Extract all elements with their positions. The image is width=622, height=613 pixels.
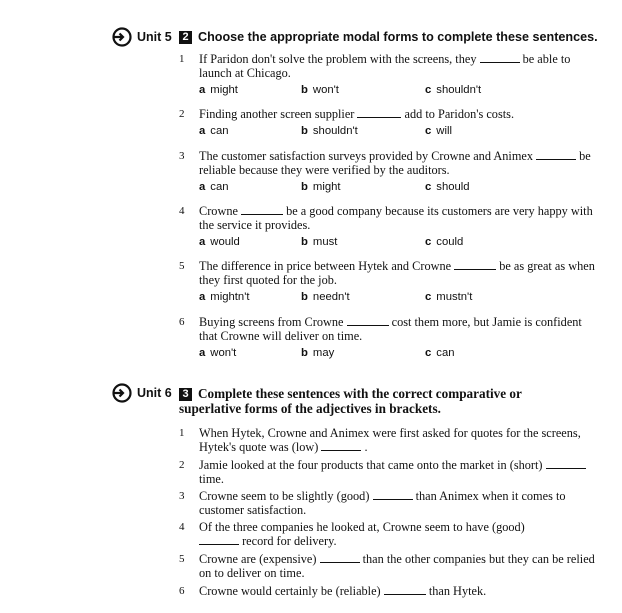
unit-5-label: Unit 5 xyxy=(137,30,172,44)
question-text: Crowne are (expensive) xyxy=(199,552,317,566)
unit-5-question-2 xyxy=(179,107,599,139)
unit-5-question-4 xyxy=(179,204,599,250)
question-text: The customer satisfaction surveys provided by Crowne and Animex xyxy=(199,149,533,163)
question-number: 1 xyxy=(179,427,185,439)
question-text: Jamie looked at the four products that came onto the market in (short) xyxy=(199,458,543,472)
option-a[interactable]: a can xyxy=(199,181,229,193)
option-b[interactable]: b shouldn't xyxy=(301,125,358,137)
unit-6-question-5 xyxy=(179,552,599,580)
answer-blank[interactable] xyxy=(347,316,389,326)
unit-5-marker xyxy=(112,27,172,47)
unit-6-question-1 xyxy=(179,426,599,454)
unit-6-question-4 xyxy=(179,520,599,548)
question-text: than the other companies but they can be relied on to deliver on time. xyxy=(199,552,595,580)
options xyxy=(199,83,599,98)
options xyxy=(199,346,599,361)
question-text: than Hytek. xyxy=(428,584,487,598)
question-text: Buying screens from Crowne xyxy=(199,315,344,329)
option-a[interactable]: a won't xyxy=(199,347,237,359)
question-number: 6 xyxy=(179,316,185,328)
question-text: When Hytek, Crowne and Animex were first asked for quotes for the screens, Hytek's quote was (low) xyxy=(199,426,581,454)
question-number: 2 xyxy=(179,459,185,471)
option-c[interactable]: c should xyxy=(425,181,470,193)
question-text: be a good company because its customers are very happy with the service it provides. xyxy=(199,204,593,232)
unit-5-heading xyxy=(179,30,598,45)
option-b[interactable]: b might xyxy=(301,181,341,193)
unit-6-question-2 xyxy=(179,458,599,486)
question-number: 2 xyxy=(179,108,185,120)
arrow-circle-icon xyxy=(112,383,132,403)
question-number: 3 xyxy=(179,150,185,162)
option-c[interactable]: c can xyxy=(425,347,455,359)
question-text: Crowne seem to be slightly (good) xyxy=(199,489,370,503)
option-c[interactable]: c mustn't xyxy=(425,291,473,303)
exercise-3-badge: 3 xyxy=(179,388,192,401)
question-text: than Animex when it comes to customer satisfaction. xyxy=(199,489,566,517)
question-text: be able to launch at Chicago. xyxy=(199,52,571,80)
question-number: 5 xyxy=(179,260,185,272)
question-text: Crowne xyxy=(199,204,238,218)
question-text: Of the three companies he looked at, Crowne seem to have (good) xyxy=(199,520,525,534)
unit-5-question-6 xyxy=(179,315,599,361)
unit-6-question-6 xyxy=(179,584,599,598)
question-text: add to Paridon's costs. xyxy=(404,107,515,121)
question-text: Crowne would certainly be (reliable) xyxy=(199,584,381,598)
arrow-circle-icon xyxy=(112,27,132,47)
answer-blank[interactable] xyxy=(384,585,426,595)
question-number: 3 xyxy=(179,490,185,502)
options xyxy=(199,235,599,250)
answer-blank[interactable] xyxy=(454,260,496,270)
options xyxy=(199,124,599,139)
unit-6-marker xyxy=(112,383,172,403)
options xyxy=(199,290,599,305)
question-text: The difference in price between Hytek and Crowne xyxy=(199,259,452,273)
question-text: . xyxy=(364,440,368,454)
question-text: If Paridon don't solve the problem with the screens, they xyxy=(199,52,477,66)
exercise-2-badge: 2 xyxy=(179,31,192,44)
option-a[interactable]: a mightn't xyxy=(199,291,250,303)
answer-blank[interactable] xyxy=(373,490,413,500)
question-text: time. xyxy=(199,472,224,486)
option-b[interactable]: b won't xyxy=(301,84,339,96)
question-text: be as great as when they first quoted for the job. xyxy=(199,259,595,287)
answer-blank[interactable] xyxy=(321,441,361,451)
unit-5-question-1 xyxy=(179,52,599,98)
answer-blank[interactable] xyxy=(546,459,586,469)
question-number: 4 xyxy=(179,521,185,533)
unit-6-instruction-line-1: Complete these sentences with the correct comparative or xyxy=(198,386,522,401)
unit-6-label: Unit 6 xyxy=(137,386,172,400)
question-number: 5 xyxy=(179,553,185,565)
unit-5-instruction: Choose the appropriate modal forms to complete these sentences. xyxy=(198,30,598,44)
unit-6-question-3 xyxy=(179,489,599,517)
question-text: Finding another screen supplier xyxy=(199,107,355,121)
answer-blank[interactable] xyxy=(480,53,520,63)
unit-6-instruction-line-2: superlative forms of the adjectives in brackets. xyxy=(179,401,441,416)
answer-blank[interactable] xyxy=(199,535,239,545)
option-a[interactable]: a can xyxy=(199,125,229,137)
option-b[interactable]: b needn't xyxy=(301,291,350,303)
question-number: 6 xyxy=(179,585,185,597)
answer-blank[interactable] xyxy=(536,150,576,160)
unit-5-question-3 xyxy=(179,149,599,195)
answer-blank[interactable] xyxy=(320,553,360,563)
question-text: be reliable because they were verified by the auditors. xyxy=(199,149,591,177)
option-c[interactable]: c shouldn't xyxy=(425,84,482,96)
option-b[interactable]: b must xyxy=(301,236,338,248)
question-text: record for delivery. xyxy=(242,534,337,548)
question-text: cost them more, but Jamie is confident that Crowne will deliver on time. xyxy=(199,315,582,343)
unit-5-question-5 xyxy=(179,259,599,305)
answer-blank[interactable] xyxy=(241,205,283,215)
question-number: 4 xyxy=(179,205,185,217)
option-c[interactable]: c could xyxy=(425,236,464,248)
option-c[interactable]: c will xyxy=(425,125,452,137)
question-number: 1 xyxy=(179,53,185,65)
option-a[interactable]: a might xyxy=(199,84,238,96)
option-a[interactable]: a would xyxy=(199,236,240,248)
options xyxy=(199,180,599,195)
answer-blank[interactable] xyxy=(357,108,401,118)
option-b[interactable]: b may xyxy=(301,347,335,359)
unit-6-heading xyxy=(179,386,522,416)
